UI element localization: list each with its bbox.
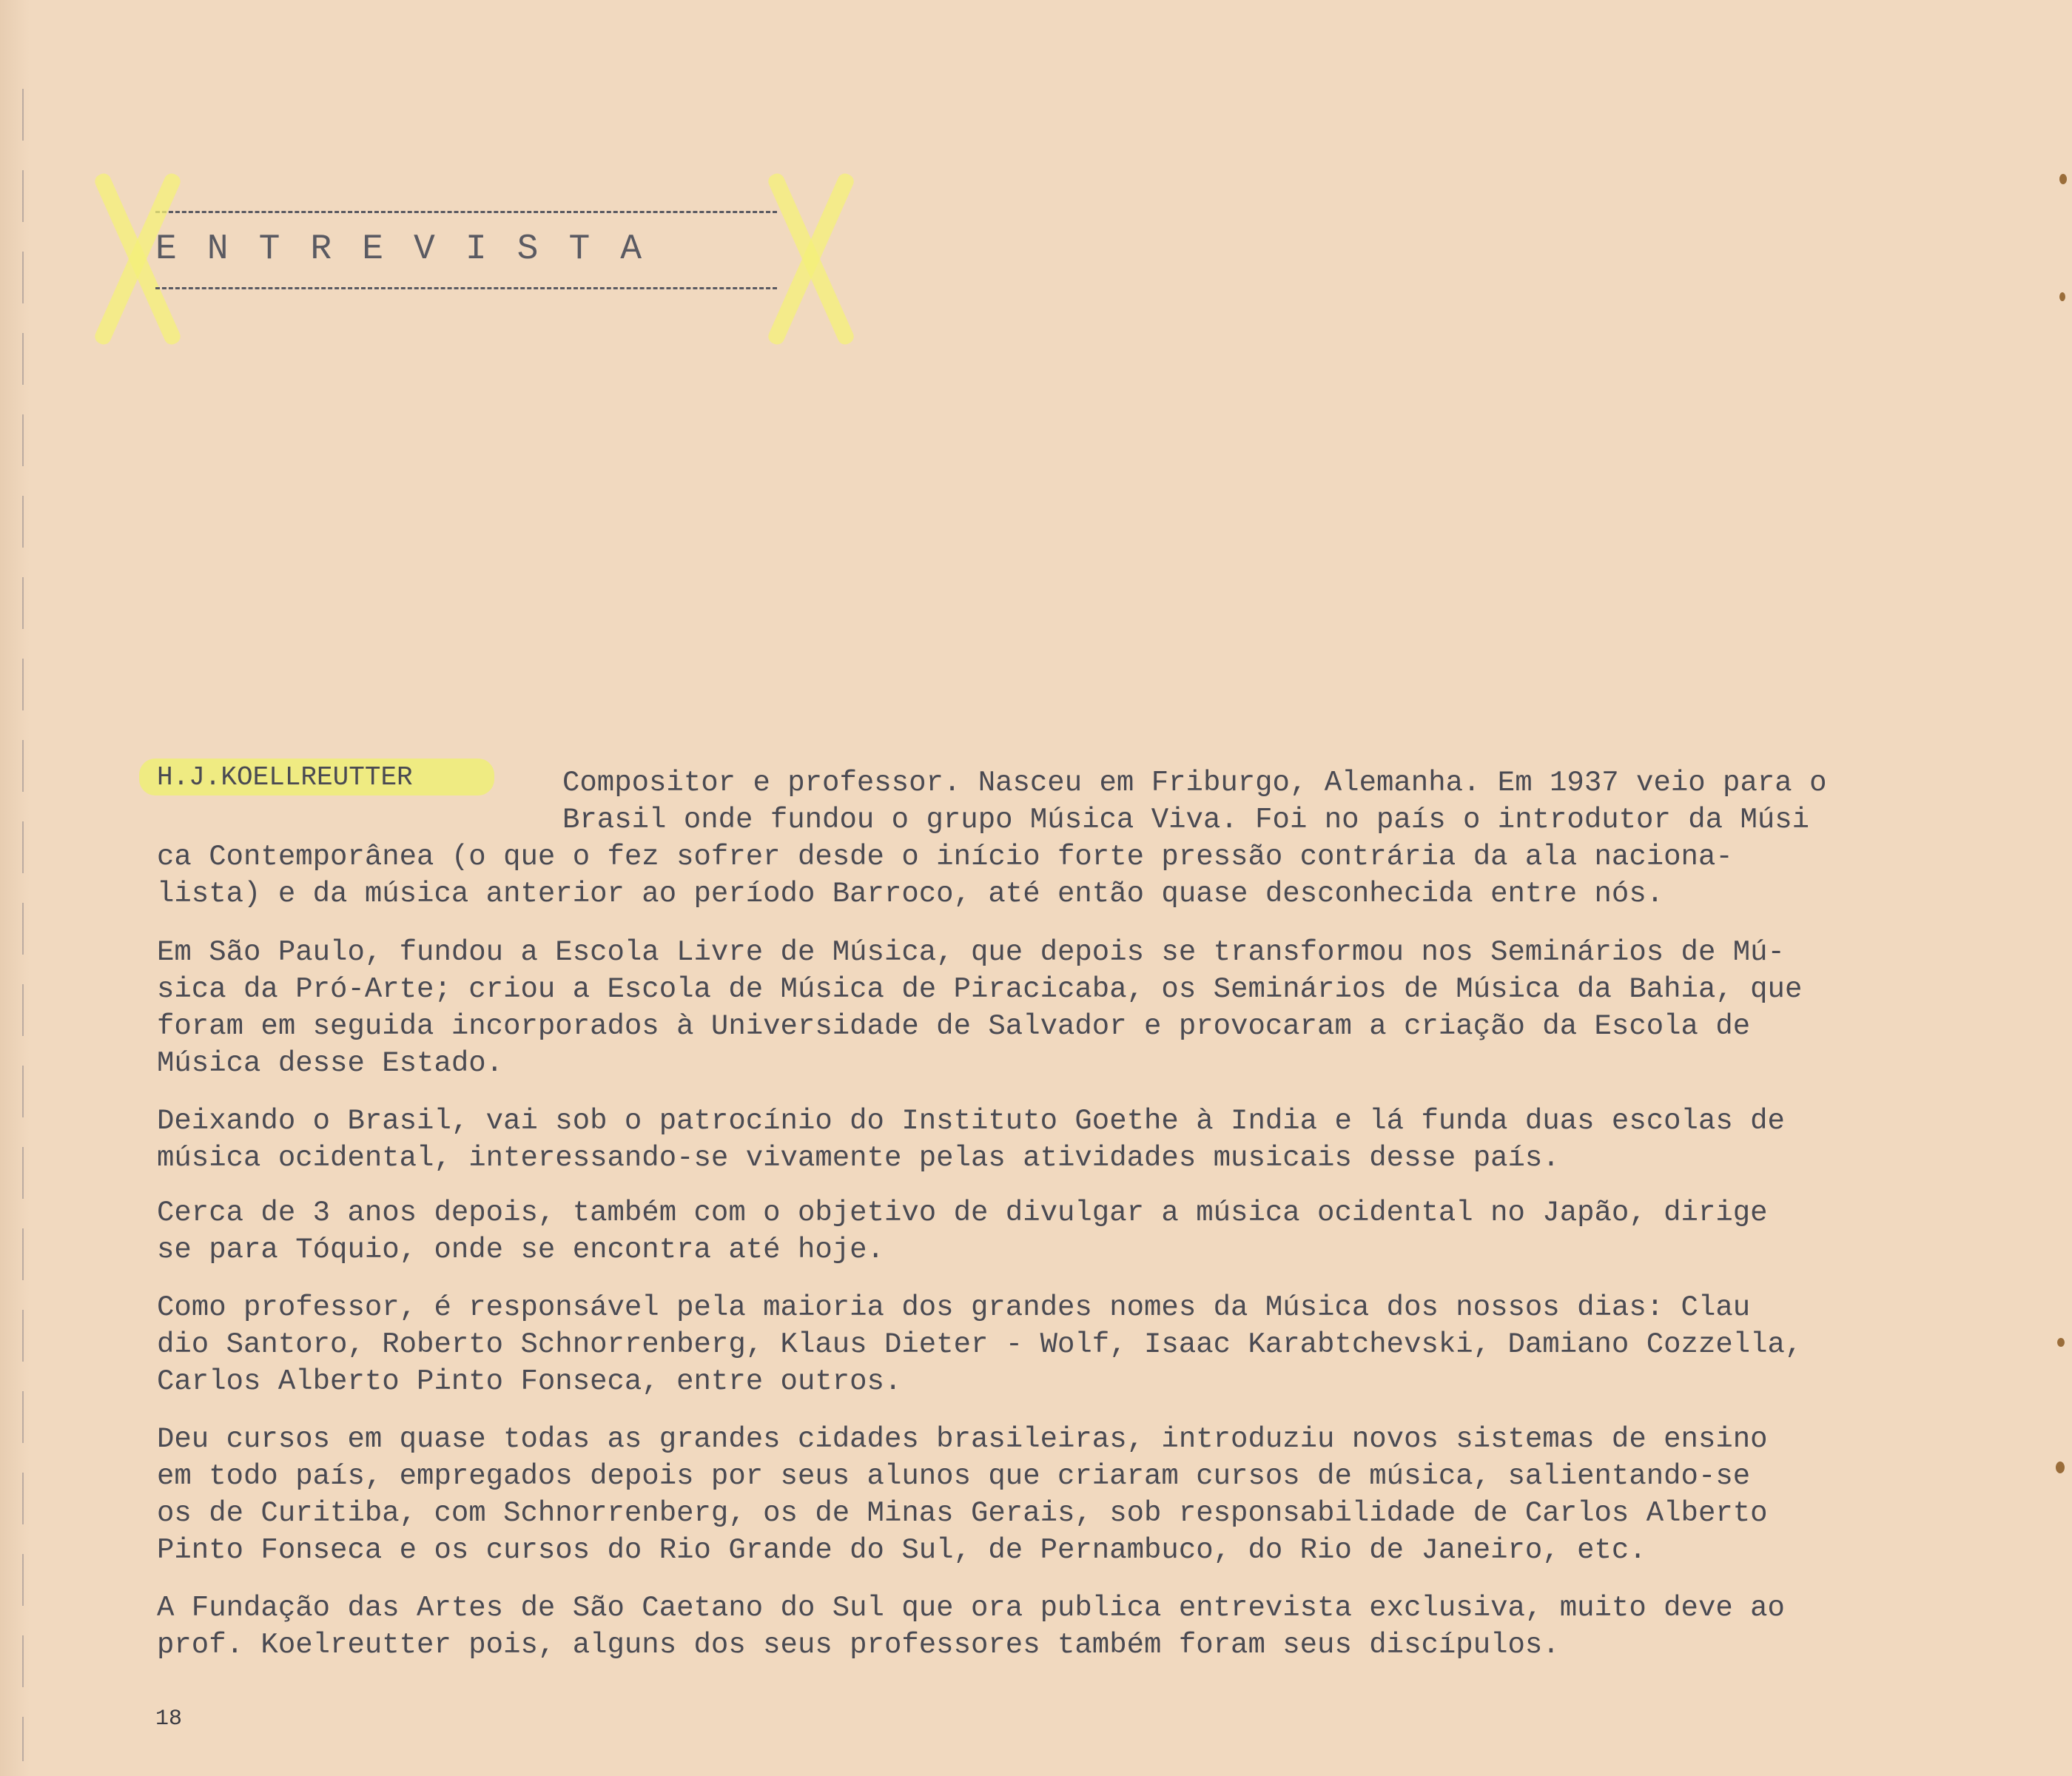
text-line: foram em seguida incorporados à Universidade de Salvador e provocaram a criação da Escola de bbox=[157, 1010, 1751, 1043]
heading-dash-rule-bottom bbox=[155, 287, 777, 289]
text-line: lista) e da música anterior ao período Barroco, até então quase desconhecida entre nós. bbox=[157, 878, 1664, 910]
text-line: os de Curitiba, com Schnorrenberg, os de Minas Gerais, sob responsabilidade de Carlos Alberto bbox=[157, 1497, 1768, 1530]
text-line: A Fundação das Artes de São Caetano do Sul que ora publica entrevista exclusiva, muito deve ao bbox=[157, 1592, 1785, 1624]
paper-spot bbox=[2059, 292, 2065, 301]
text-line: Como professor, é responsável pela maioria dos grandes nomes da Música dos nossos dias: Clau bbox=[157, 1291, 1751, 1324]
text-line: música ocidental, interessando-se vivamente pelas atividades musicais desse país. bbox=[157, 1142, 1560, 1174]
text-line: prof. Koelreutter pois, alguns dos seus professores também foram seus discípulos. bbox=[157, 1629, 1560, 1661]
paper-spot bbox=[2059, 174, 2067, 184]
heading-dash-rule-top bbox=[155, 211, 777, 213]
person-name: H.J.KOELLREUTTER bbox=[157, 762, 413, 793]
paper-spot bbox=[2057, 1338, 2065, 1347]
text-line: Em São Paulo, fundou a Escola Livre de Música, que depois se transformou nos Seminários de Mú- bbox=[157, 936, 1785, 969]
text-line: em todo país, empregados depois por seus alunos que criaram cursos de música, salientando-se bbox=[157, 1460, 1751, 1493]
page-binding-edge bbox=[0, 0, 30, 1776]
text-line: Música desse Estado. bbox=[157, 1047, 504, 1080]
binding-rule bbox=[22, 89, 24, 1761]
text-line: ca Contemporânea (o que o fez sofrer desde o início forte pressão contrária da ala naciona- bbox=[157, 841, 1733, 873]
text-line: Deu cursos em quase todas as grandes cidades brasileiras, introduziu novos sistemas de ensino bbox=[157, 1423, 1768, 1456]
text-line: Brasil onde fundou o grupo Música Viva. Foi no país o introdutor da Músi bbox=[562, 804, 1810, 836]
text-line: Deixando o Brasil, vai sob o patrocínio do Instituto Goethe à India e lá funda duas escolas de bbox=[157, 1105, 1785, 1137]
text-line: se para Tóquio, onde se encontra até hoje. bbox=[157, 1234, 884, 1266]
text-line: Cerca de 3 anos depois, também com o objetivo de divulgar a música ocidental no Japão, dirige bbox=[157, 1197, 1768, 1229]
text-line: Carlos Alberto Pinto Fonseca, entre outros. bbox=[157, 1365, 902, 1398]
text-line: Compositor e professor. Nasceu em Friburgo, Alemanha. Em 1937 veio para o bbox=[562, 767, 1827, 799]
text-line: sica da Pró-Arte; criou a Escola de Música de Piracicaba, os Seminários de Música da Bahia, que bbox=[157, 973, 1803, 1006]
highlighter-x-mark-right bbox=[770, 166, 851, 352]
section-heading: ENTREVISTA bbox=[155, 229, 673, 269]
text-line: dio Santoro, Roberto Schnorrenberg, Klaus Dieter - Wolf, Isaac Karabtchevski, Damiano Cozzella, bbox=[157, 1328, 1803, 1361]
paper-spot bbox=[2056, 1462, 2065, 1473]
text-line: Pinto Fonseca e os cursos do Rio Grande do Sul, de Pernambuco, do Rio de Janeiro, etc. bbox=[157, 1534, 1646, 1567]
page-number: 18 bbox=[155, 1706, 183, 1732]
